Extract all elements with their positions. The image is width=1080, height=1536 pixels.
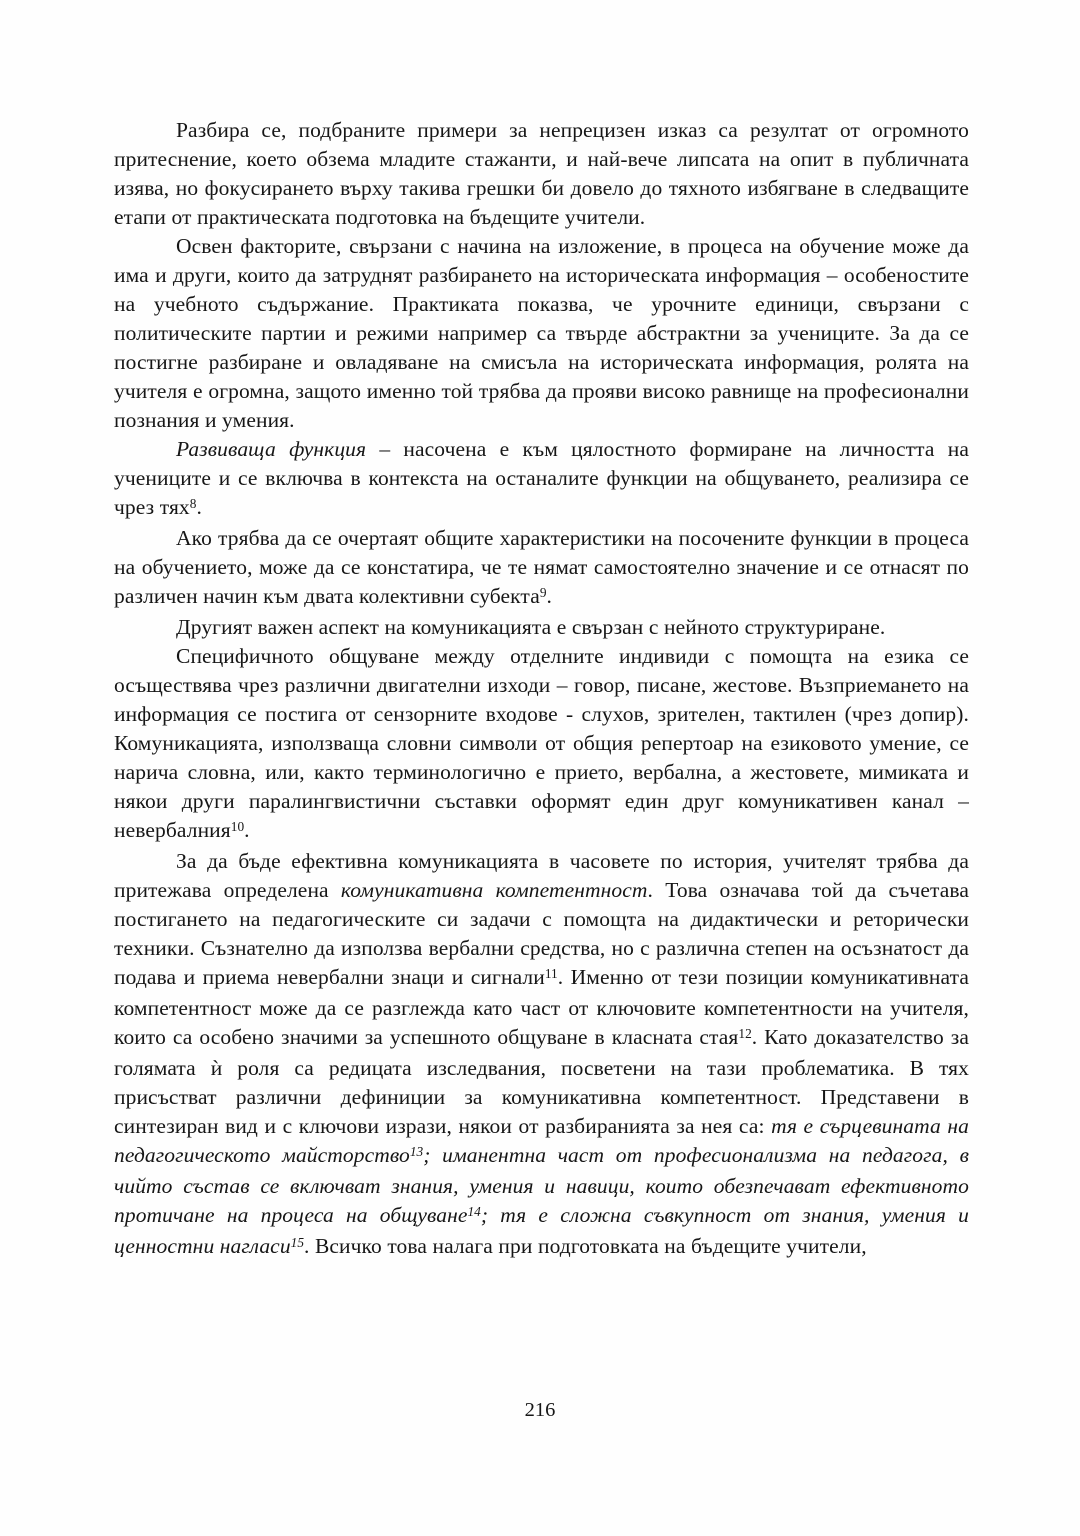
- paragraph: [114, 847, 975, 1263]
- footnote-reference: 10: [230, 818, 245, 834]
- page-number: 216: [524, 1399, 556, 1421]
- footnote-reference: 8: [189, 495, 197, 511]
- footnote-reference: 11: [544, 965, 558, 981]
- footnote-reference: 9: [539, 584, 547, 600]
- paragraph: [114, 435, 975, 524]
- paragraph: [114, 613, 969, 642]
- footnote-reference: 13: [409, 1143, 424, 1159]
- text-run: .: [196, 495, 202, 519]
- text-run: .: [546, 584, 552, 608]
- footnote-reference: 15: [290, 1234, 304, 1250]
- text-run: . Всичко това налага при подготовката на бъдещите учители,: [304, 1234, 867, 1258]
- body-text: [114, 116, 975, 1263]
- footnote-reference: 12: [738, 1025, 752, 1041]
- text-run: Специфичното общуване между отделните индивиди с помощта на езика се осъществява чрез различни двигателни изходи – говор, писане, жестове. Възприемането на информация се постига от сензорните входове - слухов, зрителен, тактилен (чрез допир). Комуникацията, използваща словни символи от общия репертоар на езиковото умение, се нарича словна, или, както терминологично е прието, вербална, а жестовете, мимиката и някои други паралингвистични съставки оформят един друг комуникативен канал – невербалния: [114, 644, 975, 842]
- paragraph: [114, 642, 975, 847]
- text-run: . Като доказателство за голямата ѝ роля са редицата изследвания, посветени на тази проблематика. В тях присъстват различни дефиниции за комуникативна компетентност. Представени в синтезиран вид и с ключови изрази, някои от разбиранията за нея са:: [114, 1025, 975, 1138]
- text-run: Развиваща функция: [176, 437, 367, 461]
- text-run: . Това означава той да съчетава постигането на педагогическите си задачи с помощта на дидактически и реторически техники. Съзнателно да използва вербални средства, но с различна степен на осъзнатост да подава и приема невербални знаци и сигнали: [114, 878, 975, 989]
- text-run: тя е сърцевината на педагогическото майсторство: [114, 1114, 975, 1167]
- text-run: Другият важен аспект на комуникацията е свързан с нейното структуриране.: [176, 615, 886, 639]
- paragraph: [114, 232, 975, 435]
- text-run: ; иманентна част от професионализма на педагога, в чийто състав се включват знания, умения и навици, които обезпечават ефективното протичане на процеса на общуване: [114, 1143, 975, 1227]
- paragraph: [114, 524, 975, 613]
- paragraph: [114, 116, 975, 232]
- text-run: Освен факторите, свързани с начина на изложение, в процеса на обучение може да има и други, които да затруднят разбирането на историческата информация – особеностите на учебното съдържание. Практиката показва, че урочните единици, свързани с политическите партии и режими например са твърде абстрактни за учениците. За да се постигне разбиране и овладяване на смисъла на историческата информация, ролята на учителя е огромна, защото именно той трябва да прояви високо равнище на професионални познания и умения.: [114, 234, 975, 432]
- text-run: За да бъде ефективна комуникацията в часовете по история, учителят трябва да притежава определена: [114, 849, 975, 902]
- text-run: Разбира се, подбраните примери за непрецизен изказ са резултат от огромното притеснение, което обзема младите стажанти, и най-вече липсата на опит в публичната изява, но фокусирането върху такива грешки би довело до тяхното избягване в следващите етапи от практическата подготовка на бъдещите учители.: [114, 118, 975, 229]
- footnote-reference: 14: [467, 1203, 481, 1219]
- text-run: Ако трябва да се очертаят общите характеристики на посочените функции в процеса на обучението, може да се констатира, че те нямат самостоятелно значение и се отнасят по различен начин към двата колективни субекта: [114, 526, 975, 608]
- text-run: . Именно от тези позиции комуникативната компетентност може да се разглежда като част от ключовите компетентности на учителя, които са особено значими за успешното общуване в класната стая: [114, 965, 975, 1049]
- text-run: – насочена е към цялостното формиране на личността на учениците и се включва в контекста на останалите функции на общуването, реализира се чрез тях: [114, 437, 975, 519]
- text-run: ; тя е сложна съвкупност от знания, умения и ценностни нагласи: [114, 1203, 975, 1258]
- text-run: комуникативна компетентност: [340, 878, 648, 902]
- text-run: .: [244, 818, 250, 842]
